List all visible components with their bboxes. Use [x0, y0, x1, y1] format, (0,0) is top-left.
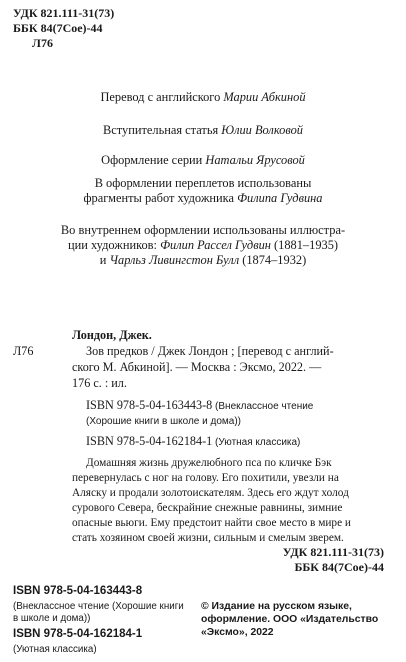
catalog-line2: ского М. Абкиной]. — Москва : Эксмо, 2022. —: [72, 360, 322, 374]
cover-artist-name: Филипа Гудвина: [237, 191, 323, 205]
footer-isbn1-note-line2: в школе и дома)): [13, 613, 91, 624]
annotation-line: стать хозяином своей жизни, сильным и смелым зверем.: [72, 532, 344, 544]
bbk-code: ББК 84(7Сое)-44: [13, 21, 103, 35]
cover-credit-line2: фрагменты работ художника Филипа Гудвина: [83, 191, 323, 205]
inner-illustration-line2: ции художников: Филип Рассел Гудвин (1881–1935): [67, 238, 339, 252]
catalog-line1: Зов предков / Джек Лондон ; [перевод с англий-: [86, 344, 334, 358]
udk-code: УДК 821.111-31(73): [13, 6, 115, 20]
annotation-line: Аляску и продали золотоискателям. Здесь его ждут холод: [72, 487, 349, 499]
footer-isbn1: ISBN 978-5-04-163443-8: [13, 585, 143, 597]
catalog-line3: 176 с. : ил.: [72, 376, 127, 390]
series-designer-name: Натальи Ярусовой: [205, 153, 305, 167]
catalog-isbn1: ISBN 978-5-04-163443-8 (Внеклассное чтение: [86, 398, 314, 412]
annotation-line: перевернулась с ног на голову. Его похитили, увезли на: [72, 472, 339, 484]
catalog-isbn1-series: (Хорошие книги в школе и дома)): [86, 416, 241, 427]
article-credit: Вступительная статья Юлии Волковой: [103, 123, 303, 137]
annotation-line: опасные вьюги. Ему предстоит найти свое место в мире и: [72, 517, 351, 529]
catalog-isbn2: ISBN 978-5-04-162184-1 (Уютная классика): [86, 434, 301, 448]
copyright-line3: «Эксмо», 2022: [201, 627, 274, 638]
catalog-bbk: ББК 84(7Сое)-44: [294, 560, 384, 574]
inner-artist2-name: Чарльз Ливингстон Булл: [109, 253, 240, 267]
annotation-line: Домашняя жизнь дружелюбного пса по кличке Бэк: [86, 457, 332, 469]
inner-illustration-line3: и Чарльз Ливингстон Булл (1874–1932): [99, 253, 307, 267]
author-mark: Л76: [32, 36, 53, 50]
inner-artist1-name: Филип Рассел Гудвин: [160, 238, 271, 252]
copyright-line1: © Издание на русском языке,: [201, 601, 352, 612]
catalog-author-heading: Лондон, Джек.: [72, 328, 152, 342]
footer-isbn2: ISBN 978-5-04-162184-1: [13, 628, 143, 640]
series-design-credit: Оформление серии Натальи Ярусовой: [101, 153, 305, 167]
cover-credit-line1: В оформлении переплетов использованы: [94, 176, 312, 190]
translation-credit: Перевод с английского Марии Абкиной: [100, 90, 306, 104]
footer-isbn1-note-line1: (Внеклассное чтение (Хорошие книги: [13, 601, 184, 612]
catalog-author-mark: Л76: [13, 344, 34, 358]
copyright-line2: оформление. ООО «Издательство: [201, 614, 379, 625]
annotation-line: сурового Севера, бескрайние снежные равнины, зимние: [72, 502, 343, 514]
article-author-name: Юлии Волковой: [221, 123, 303, 137]
inner-illustration-line1: Во внутреннем оформлении использованы иллюстра-: [60, 223, 346, 237]
translator-name: Марии Абкиной: [223, 90, 306, 104]
catalog-udk: УДК 821.111-31(73): [282, 545, 384, 559]
footer-isbn2-note: (Уютная классика): [13, 644, 97, 655]
